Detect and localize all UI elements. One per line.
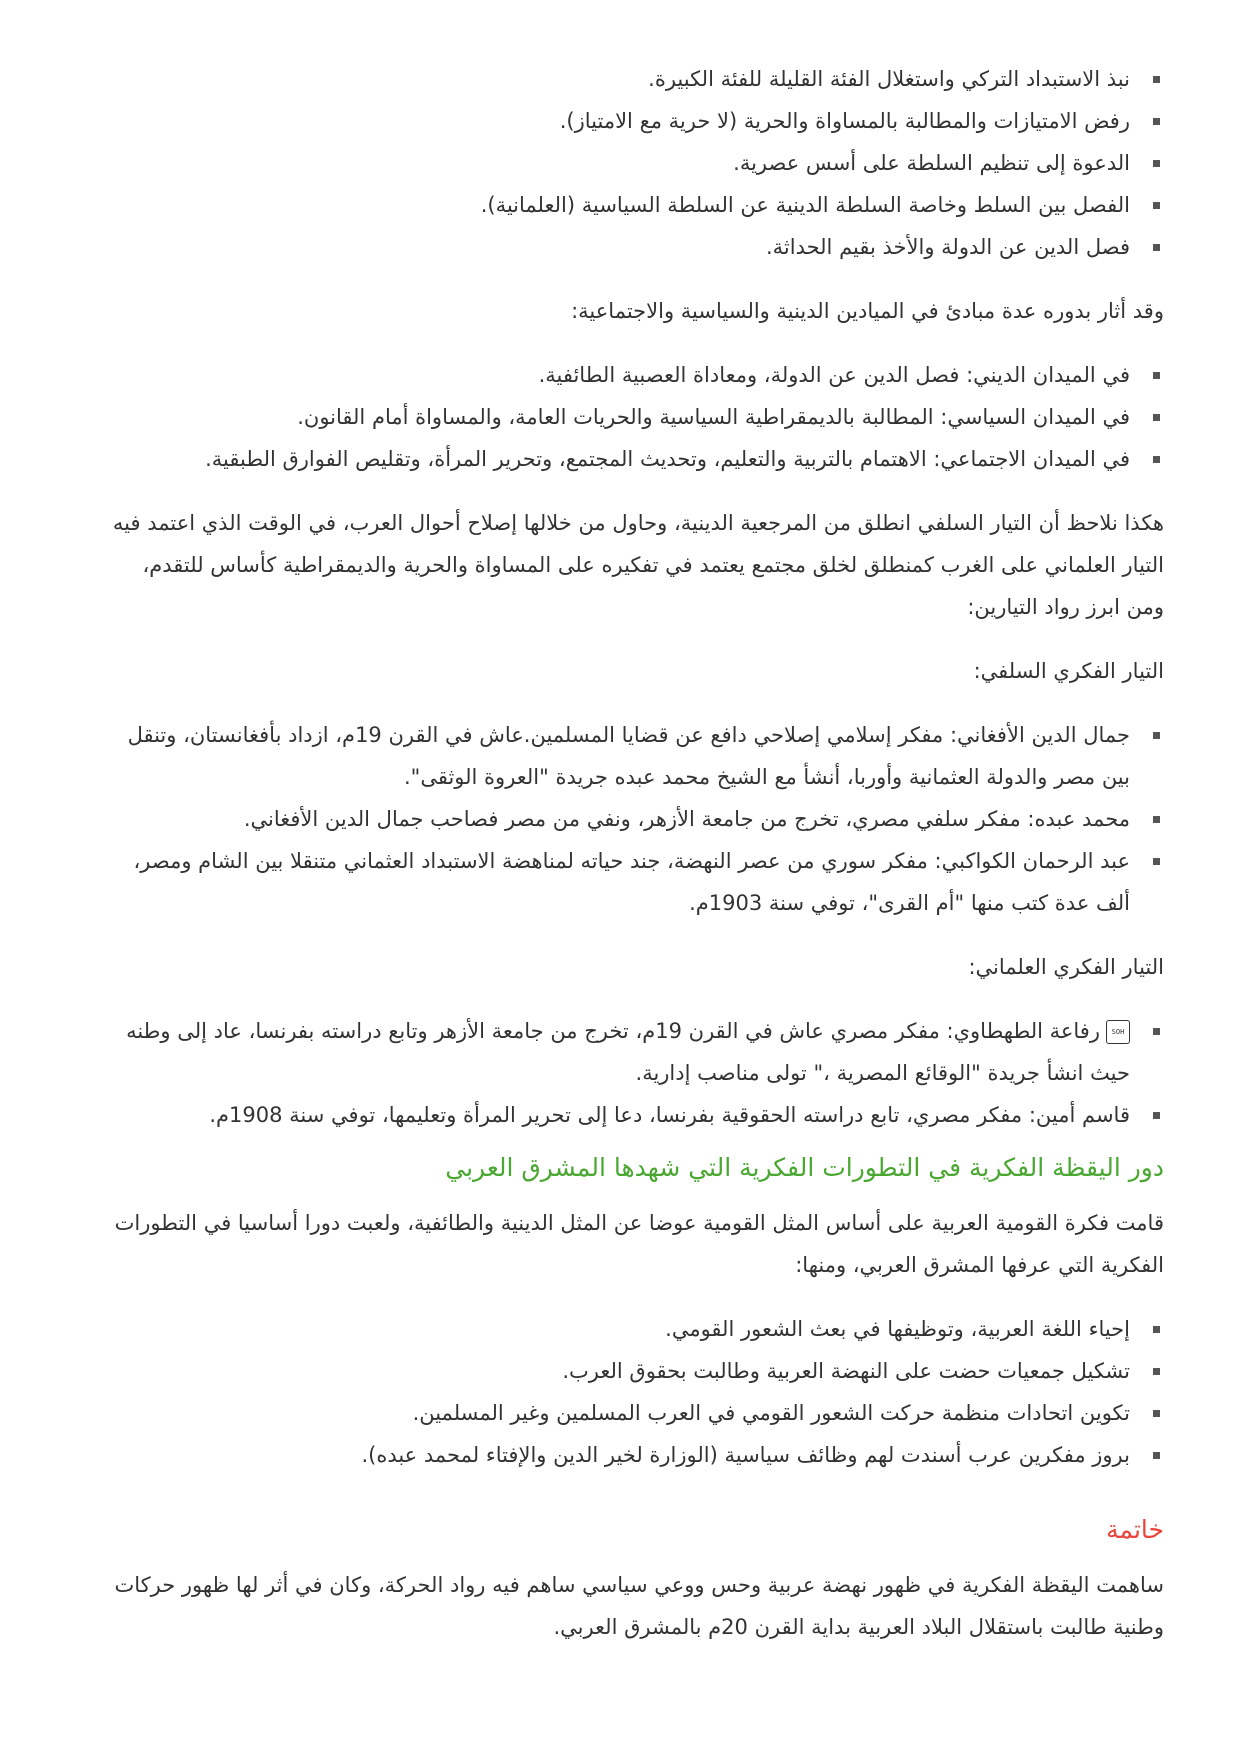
- salafi-thinkers-list: [100, 714, 1164, 924]
- square-bullet-icon: [1153, 118, 1160, 125]
- list-item: نبذ الاستبداد التركي واستغلال الفئة القليلة للفئة الكبيرة.: [100, 58, 1164, 100]
- secular-thinkers-list: [100, 1010, 1164, 1136]
- square-bullet-icon: [1153, 1368, 1160, 1375]
- nationalism-developments-list: [100, 1308, 1164, 1476]
- list-item: تكوين اتحادات منظمة حركت الشعور القومي في العرب المسلمين وغير المسلمين.: [100, 1392, 1164, 1434]
- square-bullet-icon: [1153, 1452, 1160, 1459]
- secular-subtitle: التيار الفكري العلماني:: [968, 955, 1164, 979]
- square-bullet-icon: [1153, 414, 1160, 421]
- section-heading-role: دور اليقظة الفكرية في التطورات الفكرية التي شهدها المشرق العربي: [445, 1153, 1164, 1182]
- document-page: [100, 58, 1164, 1648]
- square-bullet-icon: [1153, 244, 1160, 251]
- list-item: محمد عبده: مفكر سلفي مصري، تخرج من جامعة الأزهر، ونفي من مصر فصاحب جمال الدين الأفغاني.: [100, 798, 1164, 840]
- list-item: قاسم أمين: مفكر مصري، تابع دراسته الحقوقية بفرنسا، دعا إلى تحرير المرأة وتعليمها، توفي سنة 1908م.: [100, 1094, 1164, 1136]
- list-item: بروز مفكرين عرب أسندت لهم وظائف سياسية (الوزارة لخير الدين والإفتاء لمحمد عبده).: [100, 1434, 1164, 1476]
- list-item: الدعوة إلى تنظيم السلطة على أسس عصرية.: [100, 142, 1164, 184]
- square-bullet-icon: [1153, 816, 1160, 823]
- list-item: في الميدان الاجتماعي: الاهتمام بالتربية والتعليم، وتحديث المجتمع، وتحرير المرأة، وتقليص الفوارق الطبقية.: [100, 438, 1164, 480]
- list-item: في الميدان الديني: فصل الدين عن الدولة، ومعاداة العصبية الطائفية.: [100, 354, 1164, 396]
- list-item: الفصل بين السلط وخاصة السلطة الدينية عن السلطة السياسية (العلمانية).: [100, 184, 1164, 226]
- section-heading-conclusion: خاتمة: [1106, 1515, 1164, 1544]
- square-bullet-icon: [1153, 76, 1160, 83]
- list-item: عبد الرحمان الكواكبي: مفكر سوري من عصر النهضة، جند حياته لمناهضة الاستبداد العثماني متنقلا بين الشام ومصر، ألف عدة كتب منها "أم القرى"، توفي سنة 1903م.: [100, 840, 1164, 924]
- square-bullet-icon: [1153, 202, 1160, 209]
- soh-control-char-icon: SOH: [1106, 1020, 1130, 1044]
- list-item: في الميدان السياسي: المطالبة بالديمقراطية السياسية والحريات العامة، والمساواة أمام القانون.: [100, 396, 1164, 438]
- list-item: إحياء اللغة العربية، وتوظيفها في بعث الشعور القومي.: [100, 1308, 1164, 1350]
- summary-paragraph: هكذا نلاحظ أن التيار السلفي انطلق من المرجعية الدينية، وحاول من خلالها إصلاح أحوال العرب، في الوقت الذي اعتمد فيه التيار العلماني على الغرب كمنطلق لخلق مجتمع يعتمد في تفكيره على المساواة والحرية والديمقراطية كأساس للتقدم، ومن ابرز رواد التيارين:: [112, 511, 1164, 619]
- intro-paragraph: وقد أثار بدوره عدة مبادئ في الميادين الدينية والسياسية والاجتماعية:: [571, 299, 1164, 323]
- reform-principles-list: [100, 58, 1164, 268]
- square-bullet-icon: [1153, 456, 1160, 463]
- salafi-subtitle: التيار الفكري السلفي:: [973, 659, 1164, 683]
- nationalism-paragraph: قامت فكرة القومية العربية على أساس المثل القومية عوضا عن المثل الدينية والطائفية، ولعبت دورا أساسيا في التطورات الفكرية التي عرفها المشرق العربي، ومنها:: [114, 1211, 1164, 1277]
- square-bullet-icon: [1153, 1410, 1160, 1417]
- square-bullet-icon: [1153, 1112, 1160, 1119]
- list-item: فصل الدين عن الدولة والأخذ بقيم الحداثة.: [100, 226, 1164, 268]
- square-bullet-icon: [1153, 732, 1160, 739]
- list-item: رفض الامتيازات والمطالبة بالمساواة والحرية (لا حرية مع الامتياز).: [100, 100, 1164, 142]
- square-bullet-icon: [1153, 1326, 1160, 1333]
- square-bullet-icon: [1153, 1028, 1160, 1035]
- list-item: جمال الدين الأفغاني: مفكر إسلامي إصلاحي دافع عن قضايا المسلمين.عاش في القرن 19م، ازداد بأفغانستان، وتنقل بين مصر والدولة العثمانية وأوربا، أنشأ مع الشيخ محمد عبده جريدة "العروة الوثقى".: [100, 714, 1164, 798]
- square-bullet-icon: [1153, 372, 1160, 379]
- list-item: تشكيل جمعيات حضت على النهضة العربية وطالبت بحقوق العرب.: [100, 1350, 1164, 1392]
- square-bullet-icon: [1153, 160, 1160, 167]
- square-bullet-icon: [1153, 858, 1160, 865]
- fields-principles-list: [100, 354, 1164, 480]
- list-item: SOHرفاعة الطهطاوي: مفكر مصري عاش في القرن 19م، تخرج من جامعة الأزهر وتابع دراسته بفرنسا، عاد إلى وطنه حيث انشأ جريدة "الوقائع المصرية ،" تولى مناصب إدارية.: [100, 1010, 1164, 1094]
- conclusion-paragraph: ساهمت اليقظة الفكرية في ظهور نهضة عربية وحس ووعي سياسي ساهم فيه رواد الحركة، وكان في أثر لها ظهور حركات وطنية طالبت باستقلال البلاد العربية بداية القرن 20م بالمشرق العربي.: [114, 1573, 1164, 1639]
